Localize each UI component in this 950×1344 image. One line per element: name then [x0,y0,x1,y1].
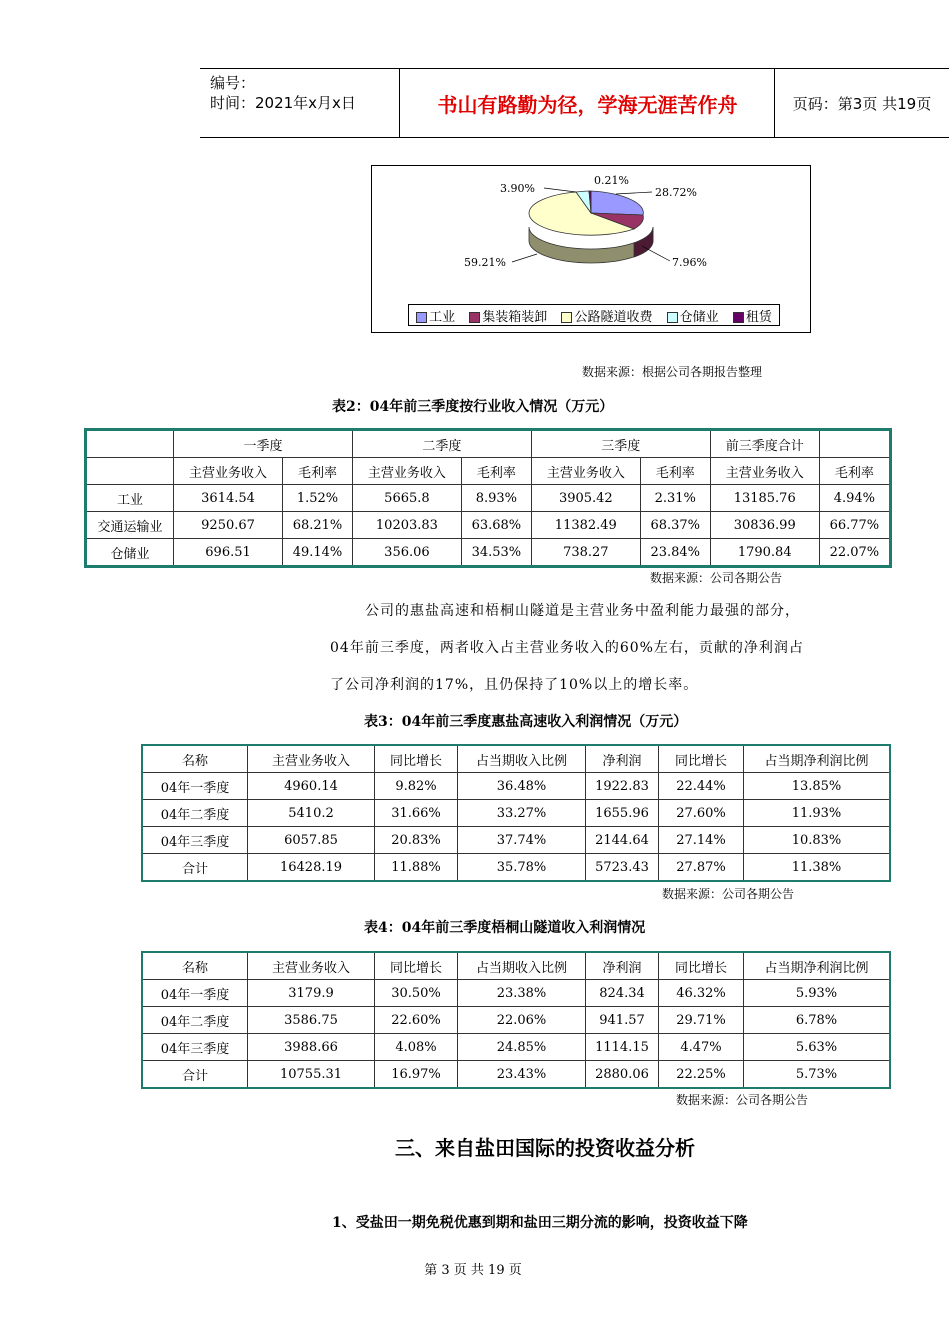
table-cell: 工业 [86,485,174,512]
table-cell: 27.87% [659,854,744,882]
table-cell: 22.06% [458,1007,586,1034]
legend-text-highway: 公路隧道收费 [574,309,653,325]
section-title: 三、来自盐田国际的投资收益分析 [395,1136,695,1160]
table-header: 同比增长 [659,952,744,980]
table-cell: 2144.64 [586,827,659,854]
table-cell: 46.32% [659,980,744,1007]
table-cell: 33.27% [458,800,586,827]
table-cell: 1790.84 [710,539,819,567]
table-row [86,485,891,512]
pie-label-highway: 59.21% [464,256,506,269]
table-header: 主营业务收入 [710,458,819,485]
table-cell: 9.82% [375,773,458,800]
table-cell: 6057.85 [248,827,375,854]
table-cell: 13185.76 [710,485,819,512]
table-cell: 1922.83 [586,773,659,800]
table-cell: 16.97% [375,1061,458,1089]
table-header: 同比增长 [375,952,458,980]
table-cell: 5665.8 [352,485,461,512]
pie-side-red [634,227,653,257]
legend-swatch-highway [561,312,572,323]
source-note-1: 数据来源：根据公司各期报告整理 [582,365,763,379]
table-header: 一季度 [174,430,353,458]
table-cell [819,430,890,458]
pie-chart [371,165,811,333]
table-cell: 68.37% [640,512,710,539]
table-cell: 3905.42 [531,485,640,512]
table-cell: 696.51 [174,539,283,567]
table-row [86,539,891,567]
page-footer: 第 3 页 共 19 页 [424,1263,522,1278]
table-header: 占当期净利润比例 [744,952,891,980]
table-cell: 3179.9 [248,980,375,1007]
leader-1 [616,192,652,194]
table-cell: 36.48% [458,773,586,800]
table-cell: 5.73% [744,1061,891,1089]
table-cell: 11382.49 [531,512,640,539]
table-header: 三季度 [531,430,710,458]
table4-source: 数据来源：公司各期公告 [676,1093,809,1107]
table-cell: 63.68% [461,512,531,539]
table3-caption: 表3：04年前三季度惠盐高速收入利润情况（万元） [364,714,688,730]
legend-text-container: 集装箱装卸 [482,309,548,325]
table-cell: 11.88% [375,854,458,882]
table-cell: 1655.96 [586,800,659,827]
table-header: 前三季度合计 [710,430,819,458]
table-row [142,952,890,980]
table-cell: 9250.67 [174,512,283,539]
table-cell: 738.27 [531,539,640,567]
table-cell: 23.38% [458,980,586,1007]
table-cell: 37.74% [458,827,586,854]
table-header: 同比增长 [375,745,458,773]
legend-item-lease [733,306,772,325]
table-row [86,430,891,458]
table-header: 主营业务收入 [352,458,461,485]
legend-item-container [469,306,547,325]
table-cell: 合计 [142,854,248,882]
table-cell: 04年一季度 [142,773,248,800]
table-header: 主营业务收入 [174,458,283,485]
table-cell: 11.38% [744,854,891,882]
legend-item-highway [561,306,652,325]
table-cell: 27.60% [659,800,744,827]
table-row [142,745,890,773]
legend-swatch-industry [416,312,427,323]
table-cell: 5.93% [744,980,891,1007]
table-row [86,512,891,539]
legend-swatch-container [469,312,480,323]
table-cell: 11.93% [744,800,891,827]
table-row [142,1061,890,1089]
table-cell: 4960.14 [248,773,375,800]
table-row [142,1034,890,1061]
paragraph-line-3: 了公司净利润的17%，且仍保持了10%以上的增长率。 [330,677,699,693]
table-cell: 5723.43 [586,854,659,882]
table-cell: 10.83% [744,827,891,854]
table-cell: 04年三季度 [142,827,248,854]
legend-item-storage [667,306,719,325]
pie-legend [408,304,780,326]
time-label: 时间：2021年x月x日 [210,94,356,112]
table-cell: 4.94% [819,485,890,512]
table-cell: 22.60% [375,1007,458,1034]
table2-source: 数据来源：公司各期公告 [650,571,783,585]
table3 [141,744,891,882]
table-cell: 20.83% [375,827,458,854]
table-cell: 22.07% [819,539,890,567]
leader-2 [642,246,670,261]
pie-label-storage: 3.90% [500,182,535,195]
table-cell: 4.47% [659,1034,744,1061]
table-cell: 合计 [142,1061,248,1089]
table-cell: 6.78% [744,1007,891,1034]
table-row [86,458,891,485]
table-cell: 仓储业 [86,539,174,567]
table-cell: 66.77% [819,512,890,539]
table-row [142,1007,890,1034]
table-cell: 27.14% [659,827,744,854]
legend-text-storage: 仓储业 [679,309,719,325]
table-cell: 5.63% [744,1034,891,1061]
table-header: 净利润 [586,745,659,773]
pie-svg [372,166,810,306]
page-label: 页码：第3页 共19页 [792,94,932,113]
table-cell: 31.66% [375,800,458,827]
table-cell: 2880.06 [586,1061,659,1089]
header-left [200,69,400,137]
table-cell: 29.71% [659,1007,744,1034]
table-cell: 2.31% [640,485,710,512]
table-header: 毛利率 [819,458,890,485]
table-cell: 34.53% [461,539,531,567]
legend-item-industry [416,306,455,325]
legend-text-industry: 工业 [429,309,456,325]
table-header: 主营业务收入 [248,745,375,773]
table-cell: 68.21% [283,512,353,539]
table-cell: 3586.75 [248,1007,375,1034]
table-cell: 8.93% [461,485,531,512]
paragraph-line-1: 公司的惠盐高速和梧桐山隧道是主营业务中盈利能力最强的部分， [365,603,800,619]
table2 [84,428,892,568]
table-cell: 356.06 [352,539,461,567]
table-header: 名称 [142,952,248,980]
table-header: 占当期收入比例 [458,952,586,980]
number-label: 编号： [210,74,256,92]
table-cell [86,458,174,485]
table-cell: 49.14% [283,539,353,567]
table-cell: 3614.54 [174,485,283,512]
table-cell: 交通运输业 [86,512,174,539]
table2-caption: 表2：04年前三季度按行业收入情况（万元） [332,399,614,415]
table-row [142,773,890,800]
table-row [142,827,890,854]
table-cell: 22.25% [659,1061,744,1089]
table-header: 主营业务收入 [248,952,375,980]
table4 [141,951,891,1089]
pie-label-lease: 0.21% [594,174,629,187]
table-header: 净利润 [586,952,659,980]
table-row [142,800,890,827]
pie-label-container: 7.96% [672,256,707,269]
table-header: 名称 [142,745,248,773]
pie-label-industry: 28.72% [655,186,697,199]
table-cell: 10755.31 [248,1061,375,1089]
table-cell: 04年二季度 [142,1007,248,1034]
motto: 书山有路勤为径，学海无涯苦作舟 [401,69,775,137]
table-cell: 4.08% [375,1034,458,1061]
page-header [200,68,949,138]
table-cell: 16428.19 [248,854,375,882]
table-cell: 5410.2 [248,800,375,827]
legend-swatch-storage [667,312,678,323]
table-row [142,854,890,882]
table-cell: 941.57 [586,1007,659,1034]
table-header: 毛利率 [283,458,353,485]
table-header: 毛利率 [461,458,531,485]
subsection-title: 1、受盐田一期免税优惠到期和盐田三期分流的影响，投资收益下降 [332,1215,748,1231]
table4-caption: 表4：04年前三季度梧桐山隧道收入利润情况 [364,920,646,936]
table-cell: 1114.15 [586,1034,659,1061]
table-cell: 13.85% [744,773,891,800]
table-cell: 24.85% [458,1034,586,1061]
table-header: 占当期净利润比例 [744,745,891,773]
table-cell: 824.34 [586,980,659,1007]
table-cell: 10203.83 [352,512,461,539]
table-cell: 04年二季度 [142,800,248,827]
table-cell: 30.50% [375,980,458,1007]
paragraph-line-2: 04年前三季度，两者收入占主营业务收入的60%左右，贡献的净利润占 [330,640,804,656]
table-cell: 22.44% [659,773,744,800]
leader-3 [512,254,537,262]
slice-industry [591,191,643,215]
table3-source: 数据来源：公司各期公告 [662,887,795,901]
table-header: 同比增长 [659,745,744,773]
table-cell: 1.52% [283,485,353,512]
table-cell: 35.78% [458,854,586,882]
table-cell: 23.43% [458,1061,586,1089]
legend-text-lease: 租赁 [745,309,772,325]
table-cell: 04年三季度 [142,1034,248,1061]
table-header: 毛利率 [640,458,710,485]
table-header: 二季度 [352,430,531,458]
table-cell: 23.84% [640,539,710,567]
table-cell: 30836.99 [710,512,819,539]
table-cell: 04年一季度 [142,980,248,1007]
table-row [142,980,890,1007]
table-header: 主营业务收入 [531,458,640,485]
legend-swatch-lease [733,312,744,323]
table-cell [86,430,174,458]
leader-4 [544,188,576,192]
table-header: 占当期收入比例 [458,745,586,773]
table-cell: 3988.66 [248,1034,375,1061]
